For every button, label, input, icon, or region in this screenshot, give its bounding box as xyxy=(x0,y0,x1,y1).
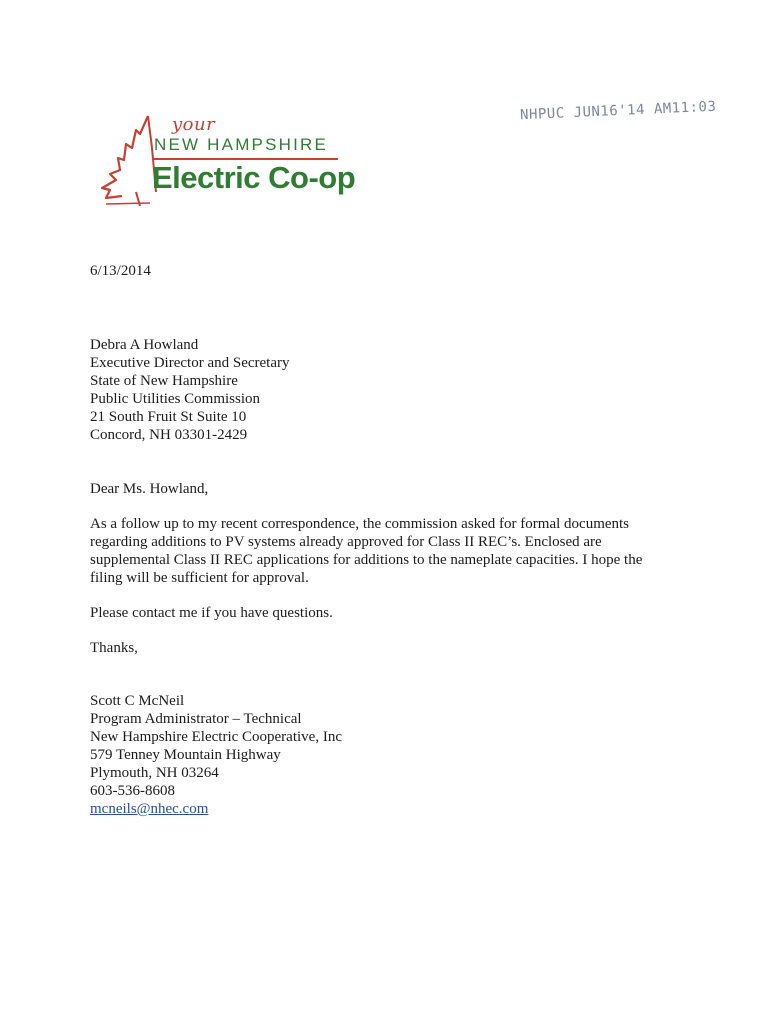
salutation: Dear Ms. Howland, xyxy=(90,481,209,497)
recipient-line: Public Utilities Commission xyxy=(90,391,261,407)
letter-date: 6/13/2014 xyxy=(90,263,151,279)
signature-line: Scott C McNeil xyxy=(90,693,185,709)
logo-your-text: your xyxy=(172,114,216,135)
logo-state-name: NEW HAMPSHIRE xyxy=(154,135,329,154)
closing: Thanks, xyxy=(90,640,138,656)
recipient-line: Concord, NH 03301-2429 xyxy=(90,427,248,443)
signature-line: 579 Tenney Mountain Highway xyxy=(90,747,281,763)
signature-line: New Hampshire Electric Cooperative, Inc xyxy=(90,729,342,745)
nhec-logo xyxy=(96,108,356,212)
body-line: filing will be sufficient for approval. xyxy=(90,570,309,586)
recipient-line: Executive Director and Secretary xyxy=(90,355,290,371)
body-line: regarding additions to PV systems already approved for Class II REC’s. Enclosed are xyxy=(90,534,602,550)
recipient-line: 21 South Fruit St Suite 10 xyxy=(90,409,247,425)
signature-line: Program Administrator – Technical xyxy=(90,711,302,727)
recipient-address xyxy=(90,336,670,444)
recipient-line: State of New Hampshire xyxy=(90,373,238,389)
body-line: As a follow up to my recent correspondence, the commission asked for formal documents xyxy=(90,516,630,532)
signature-block xyxy=(90,692,670,818)
email-link[interactable]: mcneils@nhec.com xyxy=(90,801,209,817)
signature-line: Plymouth, NH 03264 xyxy=(90,765,219,781)
body-line: supplemental Class II REC applications for additions to the nameplate capacities. I hope the xyxy=(90,552,643,568)
received-stamp: NHPUC JUN16'14 AM11:03 xyxy=(519,98,717,124)
logo-company-name: Electric Co-op xyxy=(152,160,356,195)
letter-body xyxy=(90,515,670,587)
recipient-line: Debra A Howland xyxy=(90,337,199,353)
contact-line: Please contact me if you have questions. xyxy=(90,605,333,621)
signature-line: 603-536-8608 xyxy=(90,783,175,799)
